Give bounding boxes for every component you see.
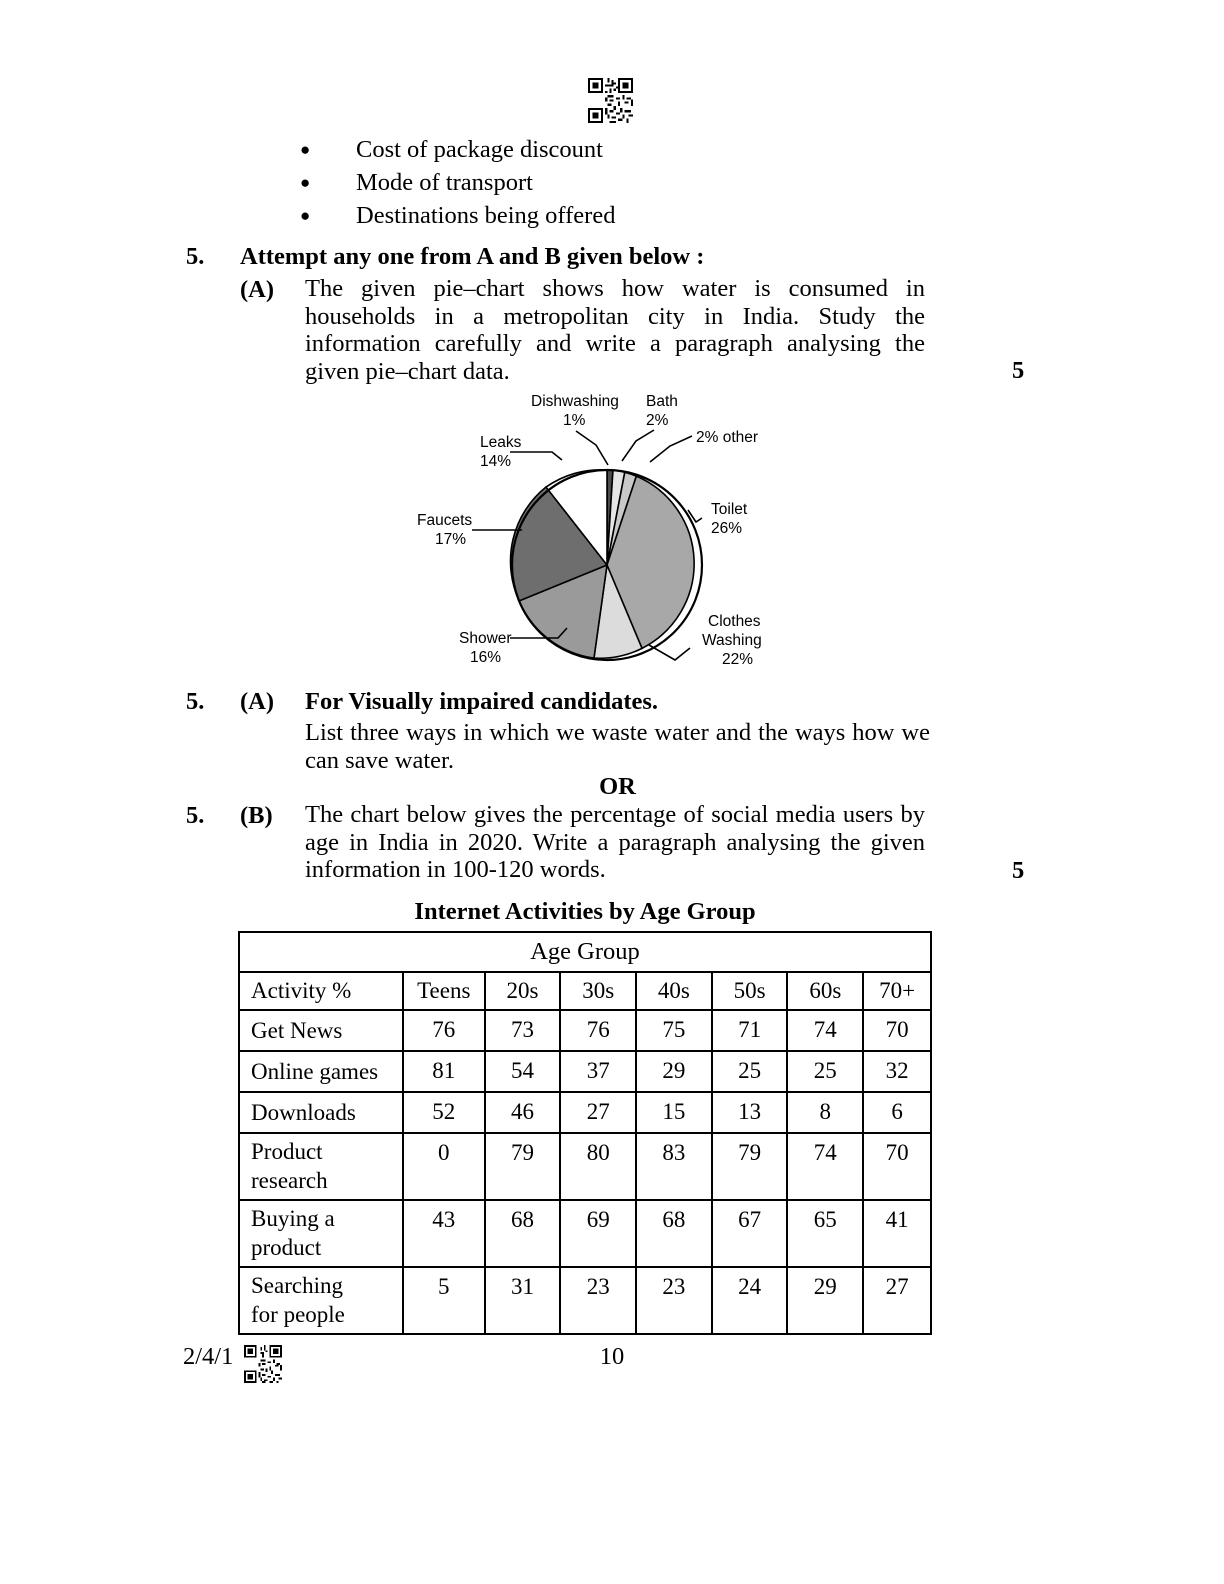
label-faucets-name: Faucets bbox=[417, 512, 473, 529]
table-supertitle-row bbox=[239, 932, 931, 972]
column-header-60s: 60s bbox=[787, 972, 863, 1010]
pie-chart-svg bbox=[400, 388, 800, 680]
list-item-label: Mode of transport bbox=[356, 169, 533, 196]
column-header-teens: Teens bbox=[403, 972, 485, 1010]
row-label bbox=[239, 1200, 403, 1267]
table-cell: 67 bbox=[712, 1200, 788, 1267]
row-label: Online games bbox=[239, 1051, 403, 1092]
table-cell: 73 bbox=[485, 1010, 561, 1051]
water-consumption-pie-chart bbox=[400, 388, 800, 680]
column-header-70plus: 70+ bbox=[863, 972, 931, 1010]
label-leaks-name: Leaks bbox=[480, 434, 522, 451]
label-dishwashing-pct: 1% bbox=[563, 412, 586, 429]
table-cell: 65 bbox=[787, 1200, 863, 1267]
table-cell: 79 bbox=[712, 1133, 788, 1200]
table-supertitle: Age Group bbox=[239, 932, 931, 972]
column-header-50s: 50s bbox=[712, 972, 788, 1010]
table-cell: 46 bbox=[485, 1092, 561, 1133]
row-label-line2: product bbox=[251, 1235, 322, 1260]
qr-code-icon-top bbox=[588, 78, 633, 123]
table-cell: 23 bbox=[636, 1267, 712, 1334]
table-cell: 41 bbox=[863, 1200, 931, 1267]
question-5a-vi-label: (A) bbox=[240, 688, 275, 715]
table-cell: 76 bbox=[560, 1010, 636, 1051]
list-item bbox=[300, 166, 940, 199]
table-cell: 29 bbox=[787, 1267, 863, 1334]
table-cell: 79 bbox=[485, 1133, 561, 1200]
row-label: Get News bbox=[239, 1010, 403, 1051]
table-cell: 25 bbox=[787, 1051, 863, 1092]
table-row bbox=[239, 1092, 931, 1133]
label-other: 2% other bbox=[696, 429, 759, 446]
list-item-label: Cost of package discount bbox=[356, 136, 603, 163]
table-cell: 68 bbox=[485, 1200, 561, 1267]
label-toilet-name: Toilet bbox=[711, 501, 748, 518]
table-header-row bbox=[239, 972, 931, 1010]
label-dishwashing-name: Dishwashing bbox=[531, 393, 619, 410]
qr-code-svg-top bbox=[588, 78, 633, 123]
table-cell: 68 bbox=[636, 1200, 712, 1267]
table-cell: 8 bbox=[787, 1092, 863, 1133]
question-5a-vi-heading: For Visually impaired candidates. bbox=[305, 688, 659, 715]
table-title: Internet Activities by Age Group bbox=[414, 898, 756, 925]
table-cell: 74 bbox=[787, 1133, 863, 1200]
label-clothes-1: Clothes bbox=[708, 613, 761, 630]
or-separator: OR bbox=[599, 773, 636, 800]
table-cell: 52 bbox=[403, 1092, 485, 1133]
row-label-line1: Buying a bbox=[251, 1206, 335, 1231]
question-5b-body: The chart below gives the percentage of social media users by age in India in 2020. Write a paragraph analysing the given information in 100-120 words. bbox=[305, 801, 925, 883]
question-5a-vi-body: List three ways in which we waste water and the ways how we can save water. bbox=[305, 719, 930, 774]
table-cell: 29 bbox=[636, 1051, 712, 1092]
question-5b-label: (B) bbox=[240, 802, 273, 829]
question-5b-marks: 5 bbox=[1012, 857, 1025, 884]
bullet-dot-icon: ● bbox=[300, 206, 311, 225]
list-item-label: Destinations being offered bbox=[356, 202, 616, 229]
footer-paper-code: 2/4/1 bbox=[183, 1343, 234, 1370]
label-clothes-pct: 22% bbox=[722, 651, 754, 668]
table-cell: 76 bbox=[403, 1010, 485, 1051]
table-cell: 71 bbox=[712, 1010, 788, 1051]
internet-activities-table bbox=[238, 931, 932, 1335]
table-cell: 0 bbox=[403, 1133, 485, 1200]
table-cell: 81 bbox=[403, 1051, 485, 1092]
bullet-dot-icon: ● bbox=[300, 140, 311, 159]
table-cell: 70 bbox=[863, 1133, 931, 1200]
leader-leaks bbox=[510, 452, 562, 460]
table-cell: 83 bbox=[636, 1133, 712, 1200]
table-cell: 6 bbox=[863, 1092, 931, 1133]
table-cell: 23 bbox=[560, 1267, 636, 1334]
row-label-line1: Product bbox=[251, 1139, 323, 1164]
table-row bbox=[239, 1133, 931, 1200]
row-label-line2: for people bbox=[251, 1302, 345, 1327]
table-cell: 74 bbox=[787, 1010, 863, 1051]
table-cell: 25 bbox=[712, 1051, 788, 1092]
question-5-number: 5. bbox=[186, 243, 205, 270]
table-cell: 80 bbox=[560, 1133, 636, 1200]
label-toilet-pct: 26% bbox=[711, 520, 743, 537]
table-cell: 24 bbox=[712, 1267, 788, 1334]
row-label-line1: Searching bbox=[251, 1273, 343, 1298]
label-clothes-2: Washing bbox=[702, 632, 762, 649]
table-row bbox=[239, 1010, 931, 1051]
question-5a-body: The given pie–chart shows how water is consumed in households in a metropolitan city in India. Study the information carefully and write a paragraph analysing the given pie–chart data. bbox=[305, 275, 925, 385]
table-row bbox=[239, 1051, 931, 1092]
label-shower-name: Shower bbox=[459, 630, 512, 647]
bullet-list bbox=[300, 133, 940, 232]
table-cell: 43 bbox=[403, 1200, 485, 1267]
question-5-heading: Attempt any one from A and B given below : bbox=[240, 243, 705, 270]
leader-other bbox=[650, 436, 692, 462]
table-cell: 13 bbox=[712, 1092, 788, 1133]
row-label bbox=[239, 1133, 403, 1200]
question-5a-vi-number: 5. bbox=[186, 688, 205, 715]
bullet-dot-icon: ● bbox=[300, 173, 311, 192]
table-row bbox=[239, 1200, 931, 1267]
row-label: Downloads bbox=[239, 1092, 403, 1133]
table-row bbox=[239, 1267, 931, 1334]
question-5a-marks: 5 bbox=[1012, 357, 1025, 384]
list-item bbox=[300, 133, 940, 166]
question-5b-number: 5. bbox=[186, 802, 205, 829]
column-header-40s: 40s bbox=[636, 972, 712, 1010]
table-cell: 54 bbox=[485, 1051, 561, 1092]
table-cell: 75 bbox=[636, 1010, 712, 1051]
leader-dishwashing bbox=[576, 431, 608, 465]
table-cell: 69 bbox=[560, 1200, 636, 1267]
page-number: 10 bbox=[599, 1343, 625, 1370]
column-header-activity: Activity % bbox=[239, 972, 403, 1010]
table-cell: 37 bbox=[560, 1051, 636, 1092]
row-label bbox=[239, 1267, 403, 1334]
list-item bbox=[300, 199, 940, 232]
label-bath-pct: 2% bbox=[646, 412, 669, 429]
table-cell: 32 bbox=[863, 1051, 931, 1092]
table-cell: 31 bbox=[485, 1267, 561, 1334]
label-shower-pct: 16% bbox=[470, 649, 502, 666]
column-header-30s: 30s bbox=[560, 972, 636, 1010]
label-leaks-pct: 14% bbox=[480, 453, 512, 470]
column-header-20s: 20s bbox=[485, 972, 561, 1010]
label-bath-name: Bath bbox=[646, 393, 678, 410]
label-faucets-pct: 17% bbox=[435, 531, 467, 548]
leader-bath bbox=[622, 430, 654, 461]
table-cell: 5 bbox=[403, 1267, 485, 1334]
table-cell: 27 bbox=[560, 1092, 636, 1133]
table-cell: 15 bbox=[636, 1092, 712, 1133]
row-label-line2: research bbox=[251, 1168, 328, 1193]
table-cell: 27 bbox=[863, 1267, 931, 1334]
table-cell: 70 bbox=[863, 1010, 931, 1051]
question-5a-label: (A) bbox=[240, 276, 275, 303]
